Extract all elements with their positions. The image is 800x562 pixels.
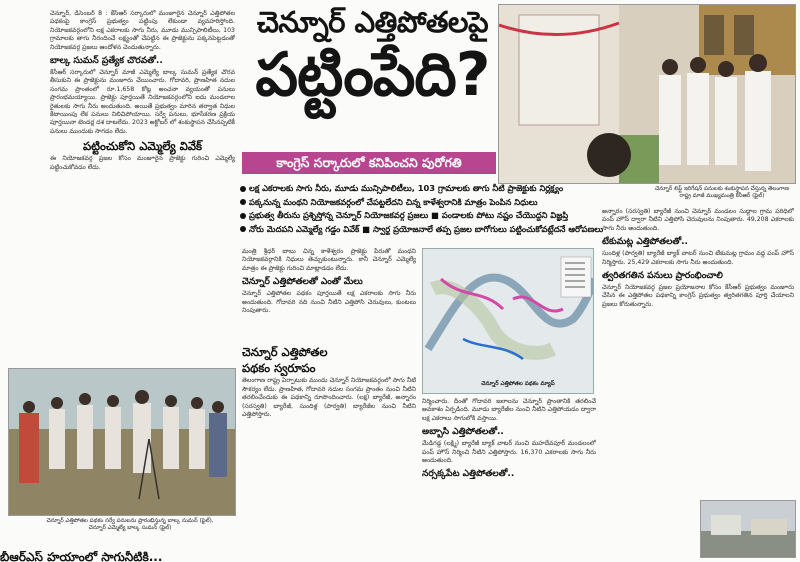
right-column xyxy=(602,208,794,528)
subheading-tekumatla: టేకుమట్ల ఎత్తిపోతలతో.. xyxy=(602,237,688,248)
headline-line-2: పట్టింపేది? xyxy=(255,40,490,110)
middle-column xyxy=(422,398,596,558)
key-point: ప్రభుత్వ తీరును ప్రశ్నిస్తోన్న చెన్నూర్ నియోజకవర్గ ప్రజలు ■ పండాలకు పోటు నష్టం చేయొద్దని విజ్ఞప్తి xyxy=(240,210,636,221)
key-point: నోరు మెదపని ఎమ్మెల్యే గడ్డం వివేక్ ■ స్వార్థ ప్రయోజనాలే తప్ప ప్రజల బాగోగులు పట్టించుకోవట్లేదనే ఆరోపణలు xyxy=(240,224,636,235)
subheading-abbasi: అబ్బాసి ఎత్తిపోతలతో.. xyxy=(422,427,504,438)
people-photo-illustration xyxy=(9,369,236,516)
body-paragraph: అన్నారం (సరస్వతి) బ్యారేజీ నుంచి చెన్నూర్ మండలం సుద్దాల గ్రామ పరిధిలో పంప్ హౌస్ ద్వారా నీటిని ఎత్తిపోసి చెరువులను నింపుతారు. 49,208 ఎకరాలకు సాగు నీరు అందుతుంది. xyxy=(602,208,794,232)
subheading-start-works: త్వరితగతిన పనులు ప్రారంభించాలి xyxy=(602,271,723,282)
bullet-icon xyxy=(240,213,246,219)
headline-line-1: చెన్నూర్ ఎత్తిపోతలపై xyxy=(256,5,489,39)
intro-paragraph: చెన్నూర్, డిసెంబర్ 8 : కేసీఆర్ సర్కారులో మంజూరైన చెన్నూర్ ఎత్తిపోతల పథకంపై కాంగ్రెస్ ప్రభుత్వం పట్టింపు లేకుండా వ్యవహరిస్తోంది. నియోజకవర్గంలోని లక్ష ఎకరాలకు సాగు నీరు, మూడు మున్సిపాలిటీలు, 103 గ్రామాలకు తాగు నీరందించే లక్ష్యంతో చేపట్టిన ఈ ప్రాజెక్టును పక్కనపెట్టడంతో నియోజకవర్గ ప్రజలు ఆందోళన చెందుతున్నారు. xyxy=(50,10,235,51)
map-caption: చెన్నూర్ ఎత్తిపోతల పథకం మ్యాప్ xyxy=(481,381,555,387)
subheading-structure-2: పథకం స్వరూపం xyxy=(242,361,316,376)
bullet-icon xyxy=(240,186,246,192)
body-paragraph: చెన్నూర్ ఎత్తిపోతల పథకం పూర్తయితే లక్ష ఎకరాలకు సాగు నీరు అందుతుంది. గోదావరి నది నుంచి నీటిని ఎత్తిపోసి చెరువులు, కుంటలు నింపుతారు. xyxy=(242,290,416,315)
key-points-list xyxy=(240,183,636,237)
body-paragraph: ఈ నియోజకవర్గ ప్రజల కోసం మంజూరైన ప్రాజెక్టు గురించి ఎమ్మెల్యే పట్టించుకోవడం లేదు. xyxy=(50,155,235,171)
body-paragraph: నిర్మించారు. దీంతో గోదావరి జలాలను చెన్నూర్ ప్రాంతానికి తరలించే అవకాశం ఏర్పడింది. మూడు బ్యారేజీల నుంచి నీటిని ఎత్తిపోయడం ద్వారా లక్ష ఎకరాలు సాగులోకి వస్తాయి. xyxy=(422,398,596,422)
body-paragraph: సుందిళ్ల (పార్వతి) బ్యారేజీ బ్యాక్ వాటర్ నుంచి టేకుమట్ల గ్రామం వద్ద పంప్ హౌస్ నిర్మిస్తారు. 25,429 ఎకరాలకు సాగు నీరు అందుతుంది. xyxy=(602,250,794,266)
body-paragraph: మేడిగడ్డ (లక్ష్మి) బ్యారేజీ బ్యాక్ వాటర్ నుంచి మహదేవపూర్ మండలంలో పంప్ హౌస్ నిర్మించి నీటిని ఎత్తిపోస్తారు. 16,370 ఎకరాలకు సాగు నీరు అందుతుంది. xyxy=(422,440,596,465)
photo-foundation-stone xyxy=(498,4,796,184)
bullet-icon xyxy=(240,226,246,232)
key-point: పక్కనున్న మంథని నియోజకవర్గంలో చేపట్టలేదని చిన్న కాళేశ్వరానికి మాత్రం పెంపిన నిధులు xyxy=(240,197,636,208)
subheading-structure-1: చెన్నూర్ ఎత్తిపోతల xyxy=(242,345,328,360)
body-paragraph: చెన్నూర్ నియోజకవర్గ ప్రజల ప్రయోజనాల కోసం కేసీఆర్ ప్రభుత్వం మంజూరు చేసిన ఈ ఎత్తిపోతల పథకాన్ని కాంగ్రెస్ ప్రభుత్వం త్వరితగతిన పూర్తి చేయాలని ప్రజలు కోరుతున్నారు. xyxy=(602,284,794,308)
bottom-headline-strip: బీఆర్ఎస్ హయాంలో సాగునీటికి... xyxy=(0,551,163,562)
photo-survey-inauguration xyxy=(8,368,236,516)
subheading-benefits: చెన్నూర్ ఎత్తిపోతలతో ఎంతో మేలు xyxy=(242,277,363,288)
subheading-narsakkapet: నర్సక్కపేట ఎత్తిపోతలతో.. xyxy=(422,469,515,480)
left-column xyxy=(50,10,235,362)
body-paragraph: మంత్రి శ్రీధర్ బాబు చిన్న కాళేశ్వరం ప్రాజెక్టు పేరుతో మంథని నియోజకవర్గానికి నిధులు తెచ్చుకుంటున్నారు. కానీ చెన్నూర్ ఎమ్మెల్యే మాత్రం ఈ ప్రాజెక్టు గురించి మాట్లాడడం లేదు. xyxy=(242,248,416,272)
body-paragraph: తెలంగాణ రాష్ట్ర ఏర్పాటుకు ముందు చెన్నూర్ నియోజకవర్గంలో సాగు నీటి సౌకర్యం లేదు. ప్రాణహిత, గోదావరి నదుల సంగమ ప్రాంతం నుంచి నీటిని తరలించేందుకు ఈ పథకాన్ని రూపొందించారు. (లక్ష) బ్యారేజీ, అన్నారం (సరస్వతి) బ్యారేజీ, సుందిళ్ల (పార్వతి) బ్యారేజీల నుంచి నీటిని ఎత్తిపోస్తారు. xyxy=(242,377,416,419)
body-paragraph: కేసీఆర్ సర్కారులో చెన్నూర్ మాజీ ఎమ్మెల్యే బాల్క సుమన్ ప్రత్యేక చొరవ తీసుకుని ఈ ప్రాజెక్టును మంజూరు చేయించారు. గోదావరి, ప్రాణహిత నదుల సంగమ ప్రాంతంలో రూ.1,658 కోట్ల అంచనా వ్యయంతో పనులు ప్రారంభమయ్యాయి. ప్రాజెక్టు పూర్తయితే నియోజకవర్గంలోని ఐదు మండలాల రైతులకు సాగు నీరు అందుతుంది. అయితే ప్రభుత్వం మారిన తర్వాత నిధుల కేటాయింపు లేక పనులు నిలిచిపోయాయి. సర్వే పనులు, భూసేకరణ ప్రక్రియ పూర్తయినా టెండర్ల దశ దాటలేదు. 2023 అక్టోబర్ లో శంకుస్థాపన చేసినప్పటికీ పనులు ముందుకు సాగడం లేదు. xyxy=(50,69,235,135)
photo-construction-site xyxy=(700,500,796,558)
key-point: లక్ష ఎకరాలకు సాగు నీరు, మూడు మున్సిపాలిటీలు, 103 గ్రామాలకు తాగు నీటి ప్రాజెక్టుకు నిర్లక్ష్యం xyxy=(240,183,636,194)
site-photo-illustration xyxy=(701,501,796,558)
project-map xyxy=(422,248,594,394)
subheading-balka-suman: బాల్క సుమన్ ప్రత్యేక చొరవతో.. xyxy=(50,56,163,67)
center-column xyxy=(242,248,416,548)
ceremony-photo-illustration xyxy=(499,5,796,184)
right-photo-caption: చెన్నూర్ లిఫ్ట్ ఇరిగేషన్ పనులకు శంకుస్థాపన చేస్తున్న తెలంగాణ రాష్ట్ర మాజీ ముఖ్యమంత్రి కేసీఆర్ (ఫైల్) xyxy=(655,186,789,199)
bullet-icon xyxy=(240,199,246,205)
subheading-mla-vivek: పట్టించుకోని ఎమ్మెల్యే వివేక్ xyxy=(82,139,203,154)
left-photo-caption: చెన్నూర్ ఎత్తిపోతల పథకం సర్వే పనులను ప్రారంభిస్తున్న బాల్క సుమన్ (ఫైల్), చెన్నూర్ ఎమ్మెల్యే బాల్క సుమన్ (ఫైల్) xyxy=(46,518,214,531)
main-headline xyxy=(250,4,495,110)
subtitle-banner: కాంగ్రెస్ సర్కారులో కనిపించని పురోగతి xyxy=(242,152,496,174)
river-map-illustration xyxy=(423,249,594,394)
